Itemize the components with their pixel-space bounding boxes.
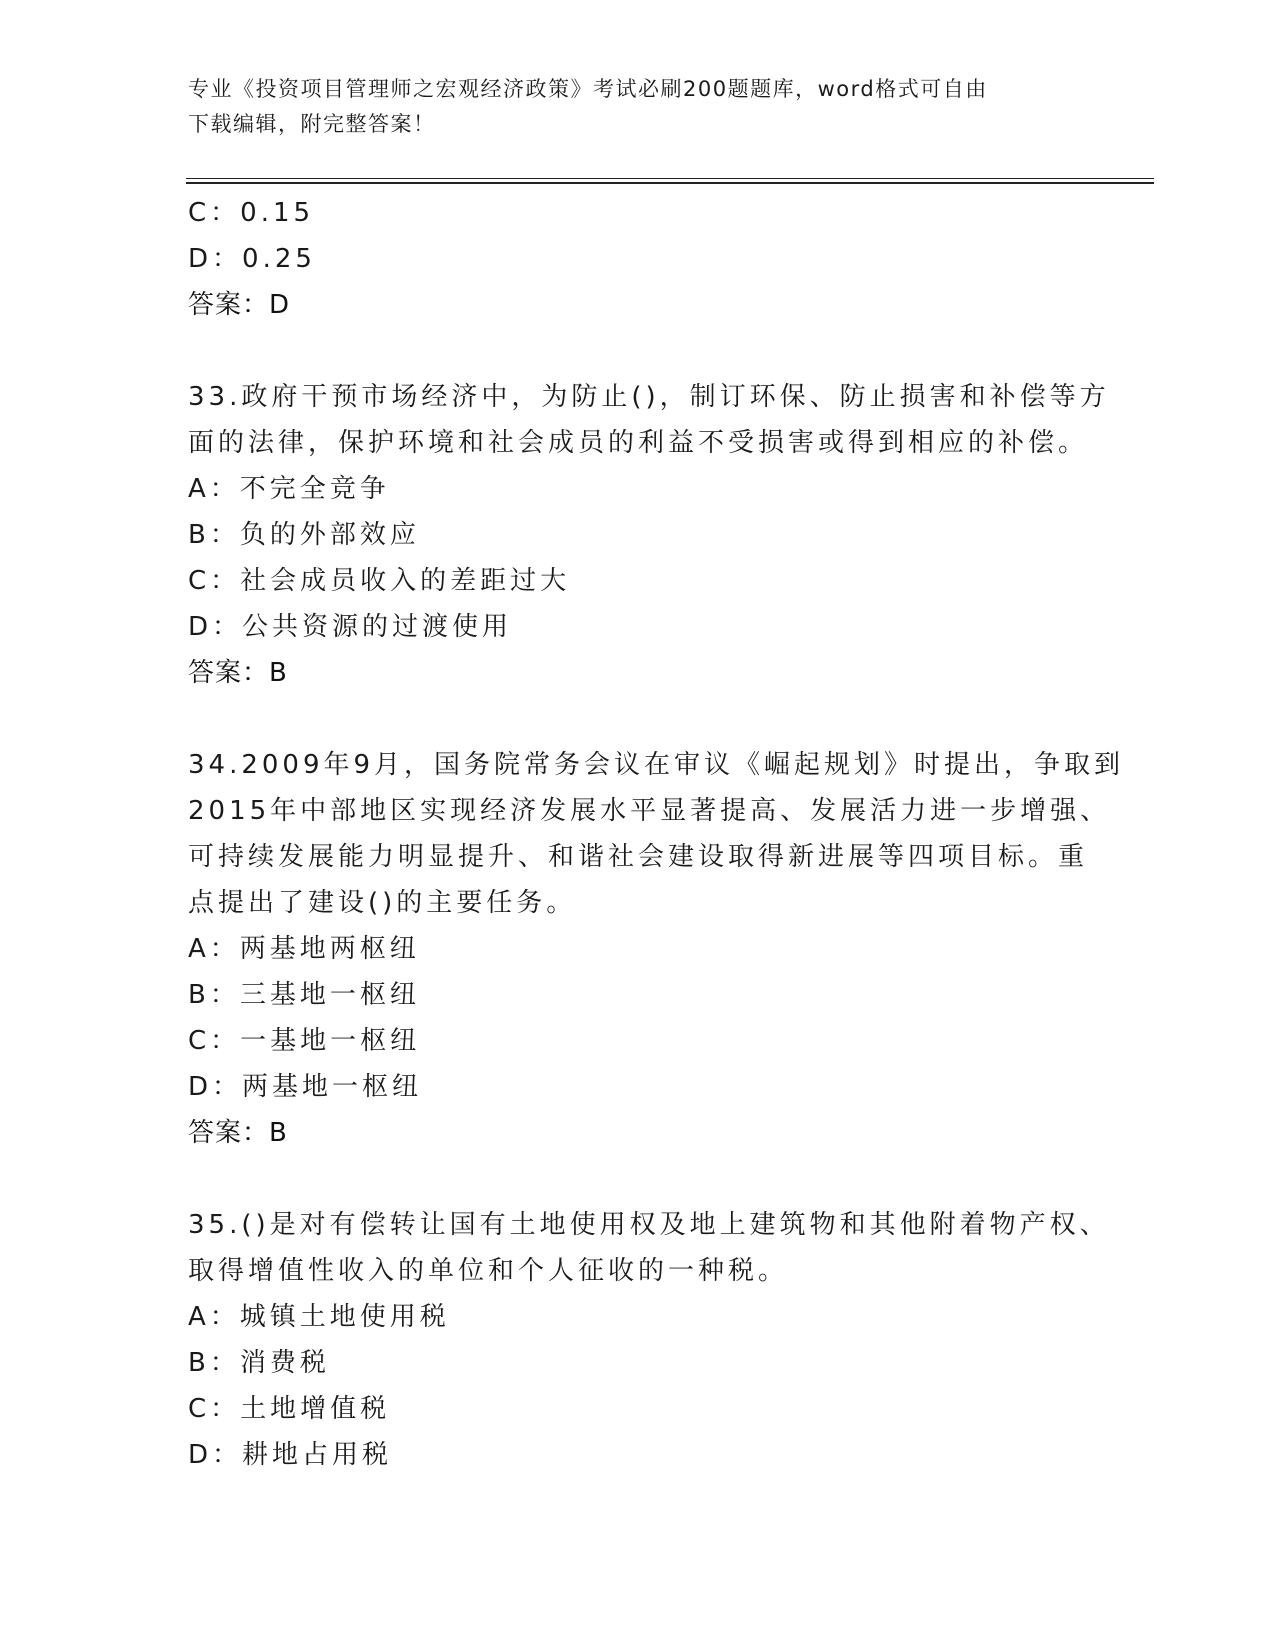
question-text-line: 取得增值性收入的单位和个人征收的一种税。 [188,1256,789,1286]
option-c: C：土地增值税 [188,1394,391,1424]
option-a: A：城镇土地使用税 [188,1302,450,1332]
option-a: A：两基地两枢纽 [188,934,420,964]
question-text-line: 34.2009年9月，国务院常务会议在审议《崛起规划》时提出，争取到 [188,750,1125,780]
question-34 [188,742,1125,1156]
answer-line: 答案：D [188,290,291,320]
question-35 [188,1202,1110,1478]
option-c: C：社会成员收入的差距过大 [188,566,571,596]
option-a: A：不完全竞争 [188,474,390,504]
header-rule-thin [186,178,1154,179]
question-content [188,190,1125,1478]
question-text-line: 35.()是对有偿转让国有土地使用权及地上建筑物和其他附着物产权、 [188,1210,1110,1240]
option-c: C：一基地一枢纽 [188,1026,421,1056]
question-text-line: 点提出了建设()的主要任务。 [188,888,577,918]
answer-line: 答案：B [188,1118,288,1148]
answer-line: 答案：B [188,658,288,688]
previous-question-tail [188,190,1088,328]
question-text-line: 2015年中部地区实现经济发展水平显著提高、发展活力进一步增强、 [188,796,1111,826]
document-header [188,72,1078,142]
header-rule-thick [186,182,1154,184]
header-line-2: 下载编辑，附完整答案！ [188,112,436,136]
option-d: D：耕地占用税 [188,1440,393,1470]
option-d: D：两基地一枢纽 [188,1072,423,1102]
question-33 [188,374,1110,696]
option-b: B：三基地一枢纽 [188,980,420,1010]
option-d: D：公共资源的过渡使用 [188,612,513,642]
question-text-line: 33.政府干预市场经济中，为防止()，制订环保、防止损害和补偿等方 [188,382,1110,412]
header-line-1: 专业《投资项目管理师之宏观经济政策》考试必刷200题题库，word格式可自由 [188,77,988,101]
option-c: C：0.15 [188,198,315,228]
question-text-line: 可持续发展能力明显提升、和谐社会建设取得新进展等四项目标。重 [188,842,1089,872]
option-b: B：负的外部效应 [188,520,420,550]
question-text-line: 面的法律，保护环境和社会成员的利益不受损害或得到相应的补偿。 [188,428,1089,458]
option-d: D：0.25 [188,244,316,274]
option-b: B：消费税 [188,1348,330,1378]
